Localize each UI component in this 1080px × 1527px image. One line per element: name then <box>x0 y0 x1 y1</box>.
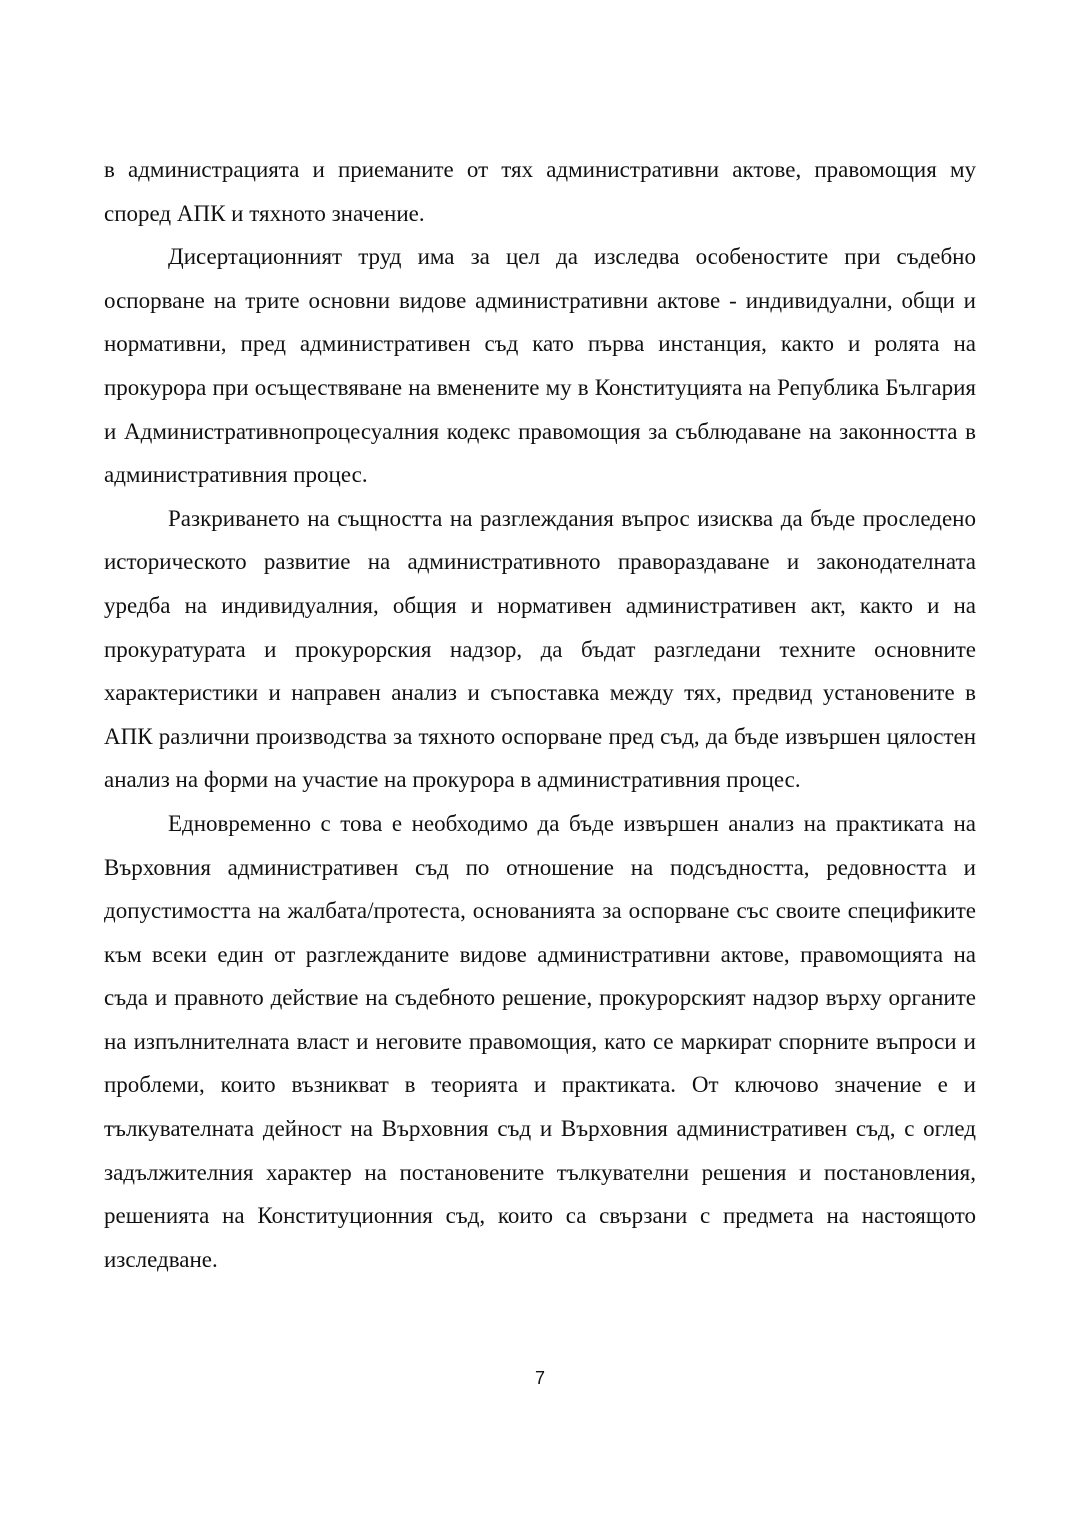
paragraph-continuation: в администрацията и приеманите от тях административни актове, правомощия му според АПК и тяхното значение. <box>104 157 976 226</box>
page-number: 7 <box>534 1368 545 1388</box>
body-text <box>104 148 976 1281</box>
paragraph-case-law-analysis: Едновременно с това е необходимо да бъде извършен анализ на практиката на Върховния административен съд по отношение на подсъдността, редовността и допустимостта на жалбата/протеста, основанията за оспорване със своите спецификите към всеки един от разглежданите видове административни актове, правомощията на съда и правното действие на съдебното решение, прокурорският надзор върху органите на изпълнителната власт и неговите правомощия, като се маркират спорните въпроси и проблеми, които възникват в теорията и практиката. От ключово значение е и тълкувателната дейност на Върховния съд и Върховния административен съд, с оглед задължителния характер на постановените тълкувателни решения и постановления, решенията на Конституционния съд, които са свързани с предмета на настоящото изследване. <box>104 810 976 1272</box>
paragraph-research-scope: Разкриването на същността на разглеждания въпрос изисква да бъде проследено историческото развитие на административното правораздаване и законодателната уредба на индивидуалния, общия и нормативен административен акт, както и на прокуратурата и прокурорския надзор, да бъдат разгледани техните основните характеристики и направен анализ и съпоставка между тях, предвид установените в АПК различни производства за тяхното оспорване пред съд, да бъде извършен цялостен анализ на форми на участие на прокурора в административния процес. <box>104 505 976 793</box>
paragraph-dissertation-aim: Дисертационният труд има за цел да изследва особеностите при съдебно оспорване на трите основни видове административни актове - индивидуални, общи и нормативни, пред административен съд като първа инстанция, както и ролята на прокурора при осъществяване на вменените му в Конституцията на Република България и Административнопроцесуалния кодекс правомощия за съблюдаване на законността в административния процес. <box>104 244 976 488</box>
